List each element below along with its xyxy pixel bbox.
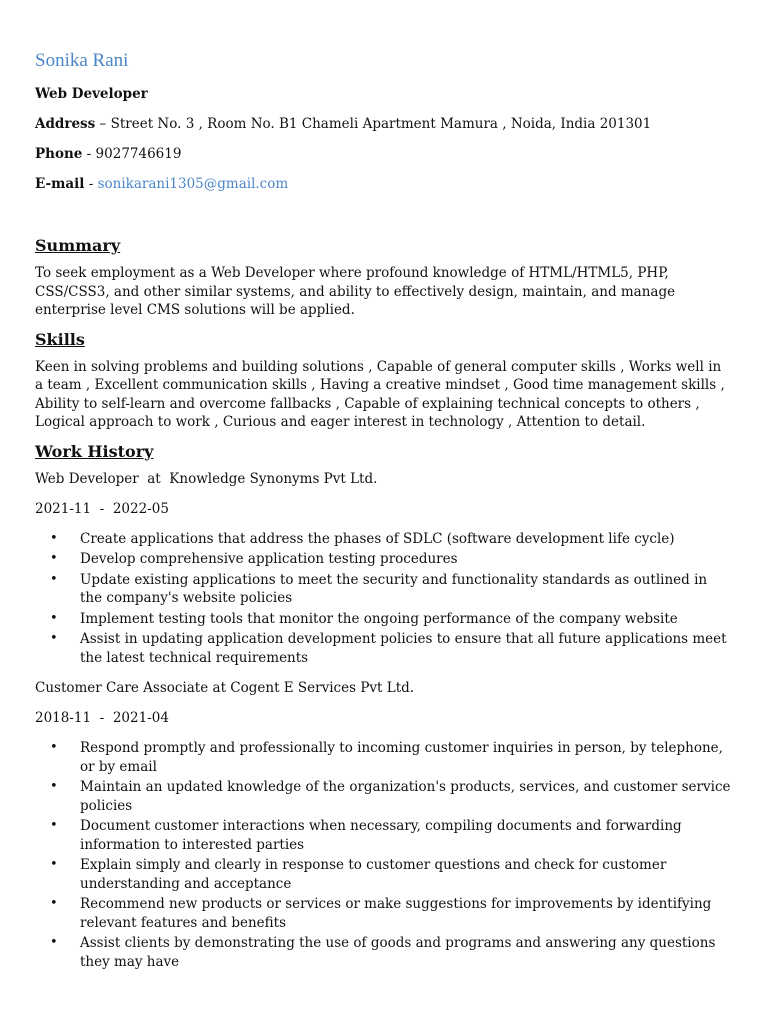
summary-text: To seek employment as a Web Developer where profound knowledge of HTML/HTML5, PHP, CSS/CSS3, and other similar systems, and ability to effectively design, maintain, and manage enterprise level CMS solutions will be applied. xyxy=(35,265,676,318)
bullet-icon: • xyxy=(50,610,58,626)
job-role: Web Developer xyxy=(35,86,148,102)
email-line xyxy=(35,175,732,193)
skills-text: Keen in solving problems and building solutions , Capable of general computer skills , Works well in a team , Excellent communication skills , Having a creative mindset , Good time management skills , Ability to self-learn and overcome fallbacks , Capable of explaining technical concepts to others , Logical approach to work , Curious and eager interest in technology , Attention to detail. xyxy=(35,358,725,430)
summary-heading: Summary xyxy=(35,236,121,255)
list-item xyxy=(50,856,732,893)
list-item-text: Assist clients by demonstrating the use of goods and programs and answering any questions they may have xyxy=(80,935,716,970)
list-item xyxy=(50,778,732,815)
phone-value: 9027746619 xyxy=(95,146,182,162)
job-2-title: Customer Care Associate at Cogent E Services Pvt Ltd. xyxy=(35,680,415,696)
list-item xyxy=(50,895,732,932)
skills-heading: Skills xyxy=(35,329,85,349)
list-item xyxy=(50,817,732,854)
list-item-text: Maintain an updated knowledge of the organization's products, services, and customer service policies xyxy=(80,779,731,814)
address-label: Address xyxy=(35,116,96,132)
bullet-icon: • xyxy=(50,779,58,794)
bullet-icon: • xyxy=(50,896,58,911)
bullet-icon: • xyxy=(50,530,58,546)
list-item xyxy=(50,934,732,971)
list-item-text: Update existing applications to meet the security and functionality standards as outlined in the company's website policies xyxy=(80,571,708,606)
list-item-text: Develop comprehensive application testing procedures xyxy=(80,551,458,567)
email-separator: - xyxy=(84,176,98,192)
bullet-icon: • xyxy=(50,740,58,755)
address-value: Street No. 3 , Room No. B1 Chameli Apartment Mamura , Noida, India 201301 xyxy=(110,116,652,132)
job-1-duties xyxy=(35,530,732,668)
bullet-icon: • xyxy=(50,551,58,566)
email-label: E-mail xyxy=(35,176,85,192)
job-1-title: Web Developer at Knowledge Synonyms Pvt Ltd. xyxy=(35,470,378,487)
list-item-text: Create applications that address the phases of SDLC (software development life cycle) xyxy=(80,530,675,547)
bullet-icon: • xyxy=(50,935,58,950)
job-2-duties xyxy=(35,739,732,971)
bullet-icon: • xyxy=(50,857,58,872)
work-history-heading: Work History xyxy=(35,441,154,461)
bullet-icon: • xyxy=(50,631,58,646)
list-item-text: Explain simply and clearly in response to customer questions and check for customer understanding and acceptance xyxy=(80,857,667,892)
list-item-text: Recommend new products or services or make suggestions for improvements by identifying relevant features and benefits xyxy=(80,896,712,931)
bullet-icon: • xyxy=(50,818,58,833)
email-link[interactable]: sonikarani1305@gmail.com xyxy=(97,176,289,192)
list-item xyxy=(50,530,732,549)
job-1-dates: 2021-11 - 2022-05 xyxy=(35,500,169,517)
list-item-text: Document customer interactions when necessary, compiling documents and forwarding information to interested parties xyxy=(80,818,682,853)
phone-line xyxy=(35,145,732,163)
list-item xyxy=(50,610,732,629)
job-2-dates: 2018-11 - 2021-04 xyxy=(35,710,169,726)
list-item-text: Assist in updating application development policies to ensure that all future applications meet the latest technical requirements xyxy=(80,631,727,666)
address-line xyxy=(35,115,732,133)
list-item-text: Respond promptly and professionally to incoming customer inquiries in person, by telephone, or by email xyxy=(80,740,723,775)
candidate-name: Sonika Rani xyxy=(35,50,129,71)
list-item-text: Implement testing tools that monitor the ongoing performance of the company website xyxy=(80,610,678,627)
address-separator: – xyxy=(95,116,111,132)
list-item xyxy=(50,550,732,569)
list-item xyxy=(50,630,732,667)
phone-label: Phone xyxy=(35,146,83,162)
list-item xyxy=(50,571,732,608)
bullet-icon: • xyxy=(50,571,58,587)
list-item xyxy=(50,739,732,776)
phone-separator: - xyxy=(82,146,96,162)
